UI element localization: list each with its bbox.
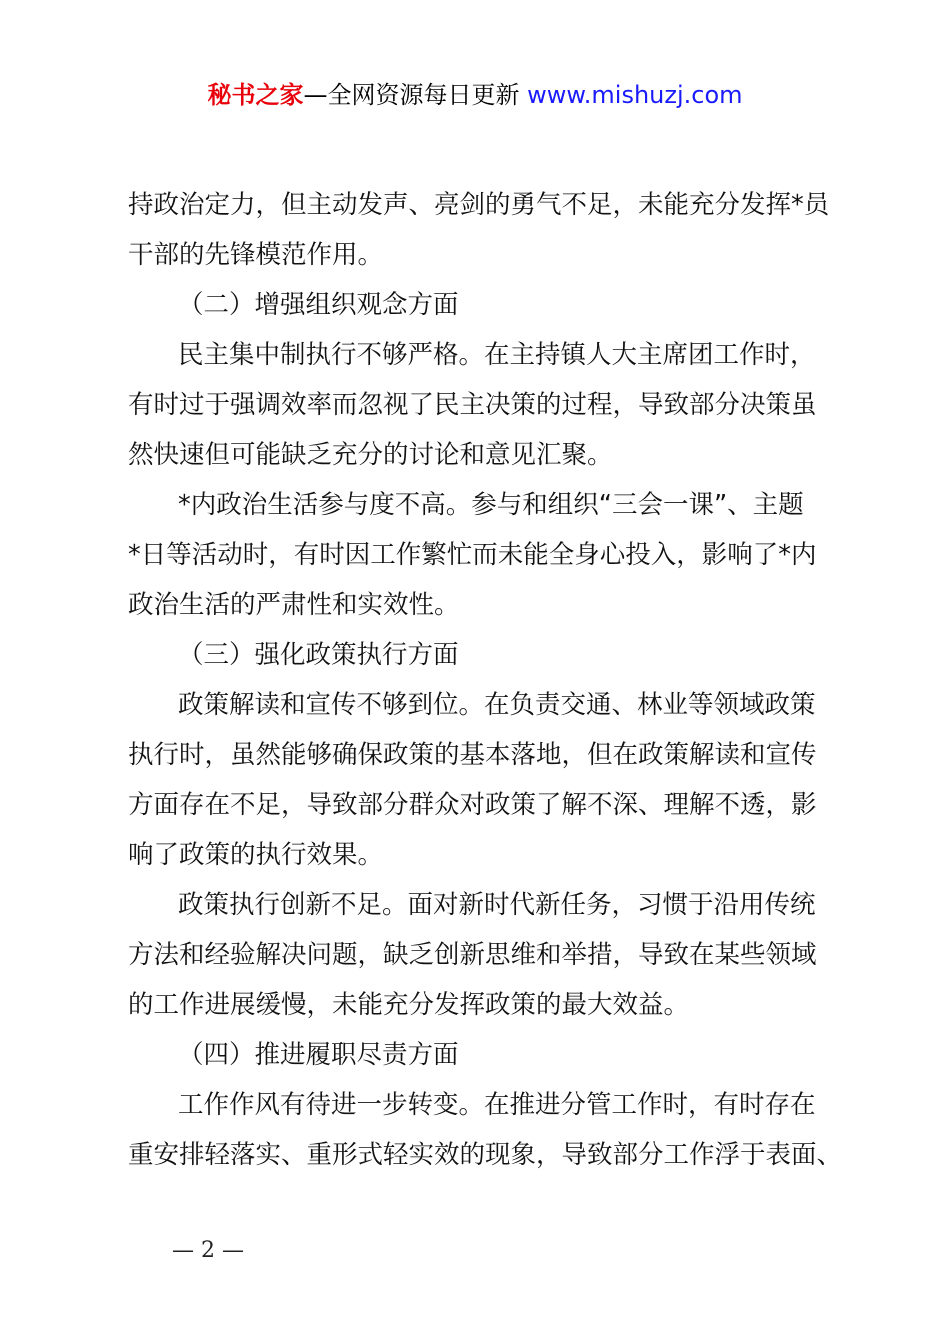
- site-url-link[interactable]: www.mishuzj.com: [527, 81, 743, 109]
- text-line: 重安排轻落实、重形式轻实效的现象，导致部分工作浮于表面、: [128, 1140, 843, 1170]
- section-heading: （四）推进履职尽责方面: [178, 1040, 459, 1070]
- text-line: 响了政策的执行效果。: [128, 840, 384, 870]
- page-number: — 2 —: [172, 1238, 244, 1263]
- paragraph-start: 政策执行创新不足。面对新时代新任务，习惯于沿用传统: [178, 890, 816, 920]
- site-brand: 秘书之家: [207, 81, 304, 109]
- text-line: 然快速但可能缺乏充分的讨论和意见汇聚。: [128, 440, 613, 470]
- text-line: 方面存在不足，导致部分群众对政策了解不深、理解不透，影: [128, 790, 817, 820]
- text-line: 有时过于强调效率而忽视了民主决策的过程，导致部分决策虽: [128, 390, 817, 420]
- text-line: *日等活动时，有时因工作繁忙而未能全身心投入，影响了*内: [128, 540, 817, 570]
- paragraph-start: 民主集中制执行不够严格。在主持镇人大主席团工作时，: [178, 340, 816, 370]
- text-line: 方法和经验解决问题，缺乏创新思维和举措，导致在某些领域: [128, 940, 817, 970]
- paragraph-start: 政策解读和宣传不够到位。在负责交通、林业等领域政策: [178, 690, 816, 720]
- site-header: [0, 78, 950, 112]
- text-line: 政治生活的严肃性和实效性。: [128, 590, 460, 620]
- paragraph-start: *内政治生活参与度不高。参与和组织“三会一课”、主题: [178, 490, 804, 520]
- document-body: [128, 180, 843, 1180]
- text-line: 干部的先锋模范作用。: [128, 240, 384, 270]
- section-heading: （二）增强组织观念方面: [178, 290, 459, 320]
- text-line: 持政治定力，但主动发声、亮剑的勇气不足，未能充分发挥*员: [128, 190, 830, 220]
- site-tagline: —全网资源每日更新: [303, 81, 528, 109]
- text-line: 执行时，虽然能够确保政策的基本落地，但在政策解读和宣传: [128, 740, 817, 770]
- text-line: 的工作进展缓慢，未能充分发挥政策的最大效益。: [128, 990, 690, 1020]
- section-heading: （三）强化政策执行方面: [178, 640, 459, 670]
- paragraph-start: 工作作风有待进一步转变。在推进分管工作时，有时存在: [178, 1090, 816, 1120]
